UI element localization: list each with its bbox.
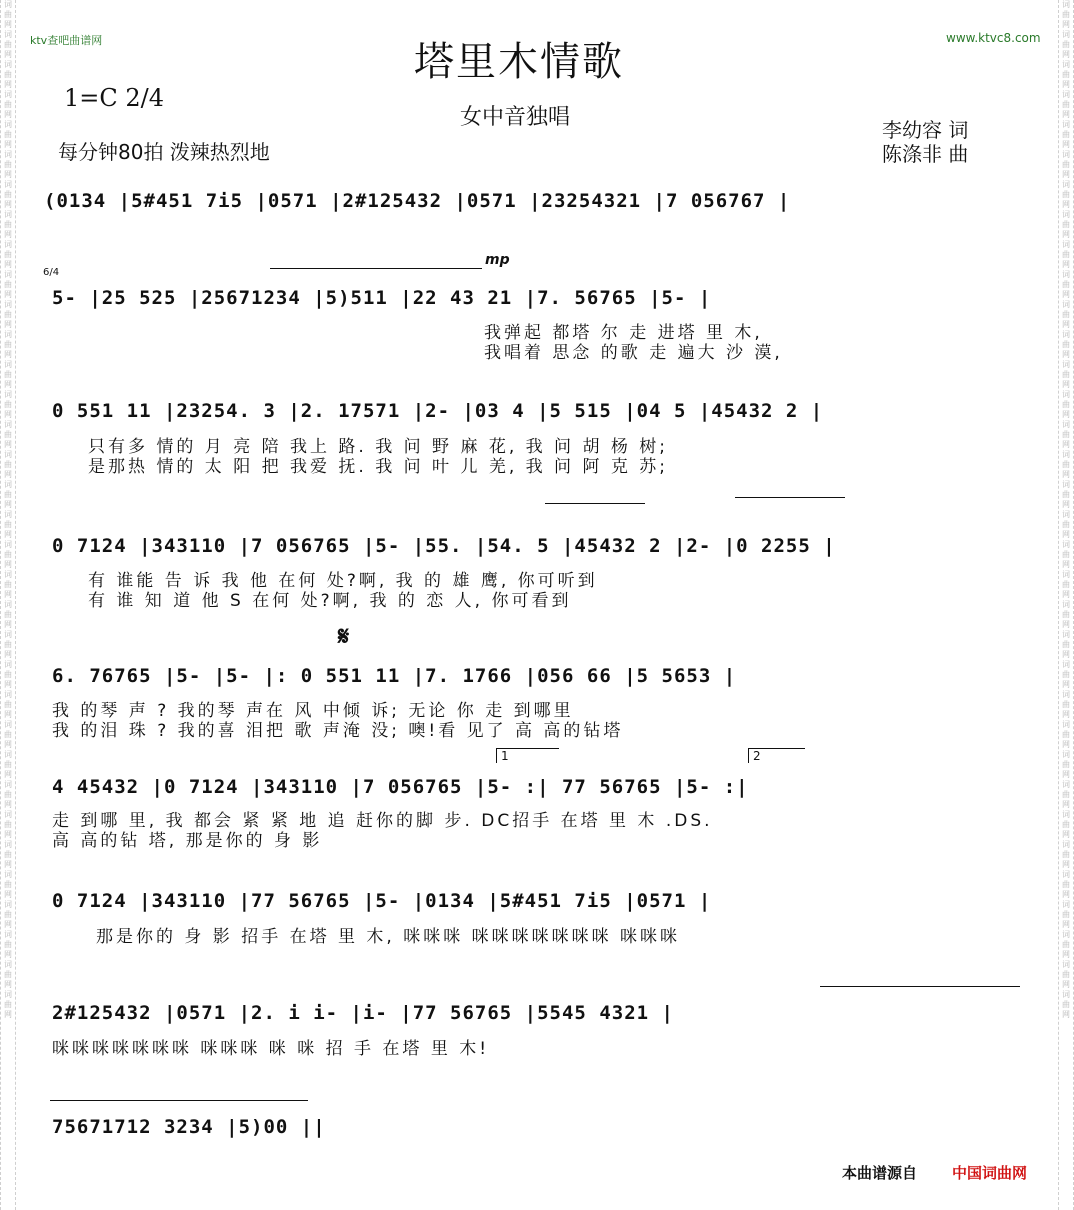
stave-6-notes: 4 45432 |0 7124 |343110 |7 056765 |5- :| 77 56765 |5- :|	[52, 776, 749, 798]
stave-6-lyrics-verse-1: 走 到哪 里, 我 都会 紧 紧 地 追 赶你的脚 步. DC招手 在塔 里 木 .DS.	[52, 811, 713, 831]
dynamic-mp: mp	[485, 252, 510, 268]
crescendo-hairpin-3	[735, 497, 845, 498]
segno-sign: 𝄋	[338, 622, 350, 652]
left-margin-watermark: 词曲网词曲网词曲网词曲网词曲网词曲网词曲网词曲网词曲网词曲网词曲网词曲网词曲网词曲网词曲网词曲网词曲网词曲网词曲网词曲网词曲网词曲网词曲网词曲网词曲网词曲网词曲网词曲网词曲网词曲网词曲网词曲网词曲网词曲网	[0, 0, 16, 1210]
lyricist-credit: 李幼容 词	[882, 118, 969, 142]
stave-3-lyrics-verse-1: 只有多 情的 月 亮 陪 我上 路. 我 问 野 麻 花, 我 问 胡 杨 树;	[88, 437, 668, 457]
site-link-right[interactable]: www.ktvc8.com	[946, 31, 1041, 45]
crescendo-hairpin-2	[545, 503, 645, 504]
stave-8-lyrics: 咪咪咪咪咪咪咪 咪咪咪 咪 咪 招 手 在塔 里 木!	[52, 1039, 490, 1059]
volta-2-bracket: 2	[748, 748, 805, 763]
stave-4-notes: 0 7124 |343110 |7 056765 |5- |55. |54. 5 |45432 2 |2- |0 2255 |	[52, 535, 836, 557]
stave-2-lyrics-verse-1: 我弹起 都塔 尔 走 进塔 里 木,	[484, 323, 763, 343]
song-subtitle: 女中音独唱	[460, 105, 571, 130]
site-link-left[interactable]: ktv查吧曲谱网	[30, 34, 103, 47]
stave-7-lyrics: 那是你的 身 影 招手 在塔 里 木, 咪咪咪 咪咪咪咪咪咪咪 咪咪咪	[96, 927, 681, 947]
composer-credit: 陈涤非 曲	[882, 142, 969, 166]
source-label: 本曲谱源自	[842, 1164, 918, 1182]
stave-4-lyrics-verse-2: 有 谁 知 道 他 S 在何 处?啊, 我 的 恋 人, 你可看到	[88, 591, 572, 611]
stave-2-notes: 5- |25 525 |25671234 |5)511 |22 43 21 |7. 56765 |5- |	[52, 287, 712, 309]
stave-1-notes: (0134 |5#451 7i5 |0571 |2#125432 |0571 |23254321 |7 056767 |	[44, 190, 791, 212]
stave-5-lyrics-verse-1: 我 的琴 声 ? 我的琴 声在 风 中倾 诉; 无论 你 走 到哪里	[52, 701, 574, 721]
stave-6-lyrics-verse-2: 高 高的钻 塔, 那是你的 身 影	[52, 831, 323, 851]
stave-9-notes: 75671712 3234 |5)00 ||	[52, 1116, 326, 1138]
crescendo-hairpin-4	[50, 1100, 308, 1101]
stave-3-lyrics-verse-2: 是那热 情的 太 阳 把 我爱 抚. 我 问 叶 儿 羌, 我 问 阿 克 苏;	[88, 457, 668, 477]
key-signature: 1=C 2/4	[64, 84, 164, 112]
crescendo-hairpin	[270, 268, 482, 269]
stave-4-lyrics-verse-1: 有 谁能 告 诉 我 他 在何 处?啊, 我 的 雄 鹰, 你可听到	[88, 571, 598, 591]
stave-7-notes: 0 7124 |343110 |77 56765 |5- |0134 |5#451 7i5 |0571 |	[52, 890, 712, 912]
stave-5-notes: 6. 76765 |5- |5- |: 0 551 11 |7. 1766 |056 66 |5 5653 |	[52, 665, 737, 687]
volta-1-bracket: 1	[496, 748, 559, 763]
right-margin-watermark: 词曲网词曲网词曲网词曲网词曲网词曲网词曲网词曲网词曲网词曲网词曲网词曲网词曲网词曲网词曲网词曲网词曲网词曲网词曲网词曲网词曲网词曲网词曲网词曲网词曲网词曲网词曲网词曲网词曲网词曲网词曲网词曲网词曲网词曲网	[1058, 0, 1074, 1210]
song-title: 塔里木情歌	[414, 39, 624, 85]
stave-8-notes: 2#125432 |0571 |2. i i- |i- |77 56765 |5545 4321 |	[52, 1002, 674, 1024]
small-time-signature: 6/4	[43, 267, 60, 278]
accent-line	[820, 986, 1020, 987]
stave-2-lyrics-verse-2: 我唱着 思念 的歌 走 遍大 沙 漠,	[484, 343, 783, 363]
stave-3-notes: 0 551 11 |23254. 3 |2. 17571 |2- |03 4 |5 515 |04 5 |45432 2 |	[52, 400, 824, 422]
tempo-marking: 每分钟80拍 泼辣热烈地	[58, 140, 270, 164]
stave-5-lyrics-verse-2: 我 的泪 珠 ? 我的喜 泪把 歌 声淹 没; 噢!看 见了 高 高的钻塔	[52, 721, 624, 741]
source-site-link[interactable]: 中国词曲网	[952, 1164, 1028, 1182]
